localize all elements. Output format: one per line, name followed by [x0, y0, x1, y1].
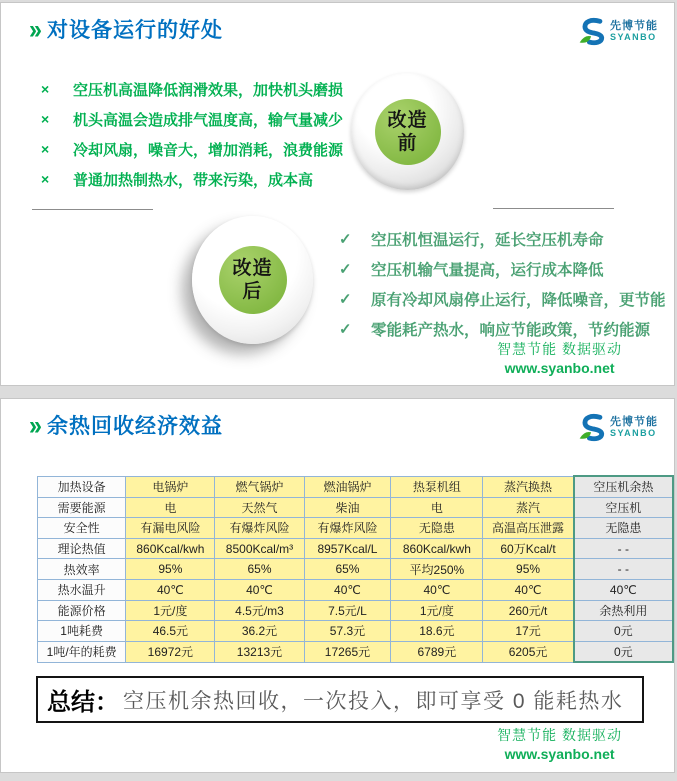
brand-logo	[577, 16, 658, 46]
row-label-cell: 加热设备	[38, 476, 126, 497]
logo-s-icon	[577, 16, 607, 46]
table-cell: 60万Kcal/t	[483, 538, 574, 559]
table-cell: 空压机余热	[574, 476, 673, 497]
table-row	[38, 497, 674, 518]
table-cell: 6789元	[391, 641, 483, 662]
con-item-text: 空压机高温降低润滑效果，加快机头磨损	[73, 81, 344, 99]
pro-item	[339, 224, 666, 254]
table-row	[38, 559, 674, 580]
pro-item-text: 空压机输气量提高，运行成本降低	[371, 262, 604, 279]
check-icon: ✓	[339, 261, 352, 278]
row-label-cell: 需要能源	[38, 497, 126, 518]
row-label-cell: 热水温升	[38, 579, 126, 600]
economics-table	[37, 475, 674, 663]
table-cell: 热泵机组	[391, 476, 483, 497]
con-item	[41, 164, 343, 194]
row-label-cell: 安全性	[38, 518, 126, 539]
slide1-title: 对设备运行的好处	[46, 19, 223, 42]
divider-left	[32, 209, 153, 210]
check-icon: ✓	[339, 231, 352, 248]
pros-list	[339, 224, 666, 344]
cross-icon: ×	[41, 81, 50, 97]
table-cell: 有爆炸风险	[304, 518, 391, 539]
slide2-title: 余热回收经济效益	[46, 415, 223, 438]
table-cell: 天然气	[215, 497, 304, 518]
table-cell: 蒸汽	[483, 497, 574, 518]
table-row	[38, 600, 674, 621]
table-cell: 高温高压泄露	[483, 518, 574, 539]
table-cell: 65%	[215, 559, 304, 580]
table-cell: 蒸汽换热	[483, 476, 574, 497]
pro-item-text: 空压机恒温运行，延长空压机寿命	[371, 232, 604, 249]
con-item	[41, 74, 343, 104]
table-cell: 无隐患	[574, 518, 673, 539]
pro-item-text: 原有冷却风扇停止运行，降低噪音，更节能	[371, 292, 666, 309]
row-label-cell: 1吨/年的耗费	[38, 641, 126, 662]
table-cell: 18.6元	[391, 621, 483, 642]
table-cell: - -	[574, 538, 673, 559]
table-cell: 平均250%	[391, 559, 483, 580]
table-cell: 36.2元	[215, 621, 304, 642]
table-cell: 13213元	[215, 641, 304, 662]
table-cell: 空压机	[574, 497, 673, 518]
before-circle-label: 改造 前	[375, 99, 441, 165]
cons-list	[41, 74, 343, 194]
table-row	[38, 621, 674, 642]
table-cell: - -	[574, 559, 673, 580]
table-cell: 0元	[574, 621, 673, 642]
table-cell: 1元/度	[391, 600, 483, 621]
table-row	[38, 518, 674, 539]
table-cell: 40℃	[391, 579, 483, 600]
after-circle-label: 改造 后	[219, 246, 287, 314]
table-cell: 无隐患	[391, 518, 483, 539]
con-item	[41, 134, 343, 164]
con-item-text: 冷却风扇，噪音大，增加消耗，浪费能源	[73, 141, 344, 159]
logo-text	[610, 21, 658, 42]
table-cell: 16972元	[126, 641, 215, 662]
table-cell: 余热利用	[574, 600, 673, 621]
table-cell: 燃气锅炉	[215, 476, 304, 497]
double-chevron-icon: ››	[29, 15, 39, 45]
table-cell: 40℃	[215, 579, 304, 600]
logo-cn-label: 先博节能	[610, 415, 658, 428]
table-cell: 57.3元	[304, 621, 391, 642]
summary-label: 总结：	[47, 689, 119, 716]
table-cell: 电锅炉	[126, 476, 215, 497]
table-cell: 有漏电风险	[126, 518, 215, 539]
table-cell: 0元	[574, 641, 673, 662]
footer-url: www.syanbo.net	[504, 746, 615, 762]
brand-logo	[577, 412, 658, 442]
footer-slogan: 智慧节能 数据驱动	[497, 727, 622, 743]
before-circle	[351, 73, 464, 190]
row-label-cell: 理论热值	[38, 538, 126, 559]
table-cell: 260元/t	[483, 600, 574, 621]
row-label-cell: 能源价格	[38, 600, 126, 621]
table-cell: 8500Kcal/m³	[215, 538, 304, 559]
row-label-cell: 1吨耗费	[38, 621, 126, 642]
footer-slogan: 智慧节能 数据驱动	[497, 341, 622, 357]
table-cell: 8957Kcal/L	[304, 538, 391, 559]
table-cell: 有爆炸风险	[215, 518, 304, 539]
check-icon: ✓	[339, 291, 352, 308]
con-item-text: 机头高温会造成排气温度高，输气量减少	[73, 111, 344, 129]
table-cell: 40℃	[574, 579, 673, 600]
slide2-header	[29, 411, 223, 441]
table-cell: 燃油锅炉	[304, 476, 391, 497]
cross-icon: ×	[41, 141, 50, 157]
table-cell: 95%	[483, 559, 574, 580]
table-cell: 95%	[126, 559, 215, 580]
slide1-header	[29, 15, 223, 45]
row-label-cell: 热效率	[38, 559, 126, 580]
table-cell: 40℃	[483, 579, 574, 600]
after-circle	[192, 216, 313, 344]
slide-economic-benefits	[0, 398, 675, 773]
pro-item	[339, 254, 666, 284]
logo-text	[610, 417, 658, 438]
table-cell: 1元/度	[126, 600, 215, 621]
table-cell: 17265元	[304, 641, 391, 662]
summary-box	[36, 676, 644, 723]
table-cell: 40℃	[304, 579, 391, 600]
cross-icon: ×	[41, 111, 50, 127]
check-icon: ✓	[339, 321, 352, 338]
logo-s-icon	[577, 412, 607, 442]
brand-footer	[497, 340, 622, 378]
table-header-row	[38, 476, 674, 497]
table-cell: 7.5元/L	[304, 600, 391, 621]
logo-en-label: SYANBO	[610, 31, 657, 42]
divider-right	[493, 208, 614, 209]
logo-cn-label: 先博节能	[610, 19, 658, 32]
table-cell: 40℃	[126, 579, 215, 600]
table-cell: 6205元	[483, 641, 574, 662]
pro-item-text: 零能耗产热水，响应节能政策，节约能源	[371, 322, 651, 339]
table-cell: 860Kcal/kwh	[391, 538, 483, 559]
table-cell: 17元	[483, 621, 574, 642]
con-item-text: 普通加热制热水，带来污染，成本高	[73, 171, 314, 189]
double-chevron-icon: ››	[29, 411, 39, 441]
table-row	[38, 579, 674, 600]
cross-icon: ×	[41, 171, 50, 187]
table-cell: 65%	[304, 559, 391, 580]
summary-text: 空压机余热回收，一次投入，即可享受 0 能耗热水	[123, 689, 624, 713]
footer-url: www.syanbo.net	[504, 360, 615, 376]
table-row	[38, 641, 674, 662]
table-cell: 860Kcal/kwh	[126, 538, 215, 559]
table-cell: 电	[126, 497, 215, 518]
table-row	[38, 538, 674, 559]
logo-en-label: SYANBO	[610, 427, 657, 438]
slide-equipment-benefits	[0, 2, 675, 386]
con-item	[41, 104, 343, 134]
table-cell: 46.5元	[126, 621, 215, 642]
table-cell: 柴油	[304, 497, 391, 518]
table-cell: 电	[391, 497, 483, 518]
pro-item	[339, 284, 666, 314]
brand-footer	[497, 726, 622, 764]
table-cell: 4.5元/m3	[215, 600, 304, 621]
